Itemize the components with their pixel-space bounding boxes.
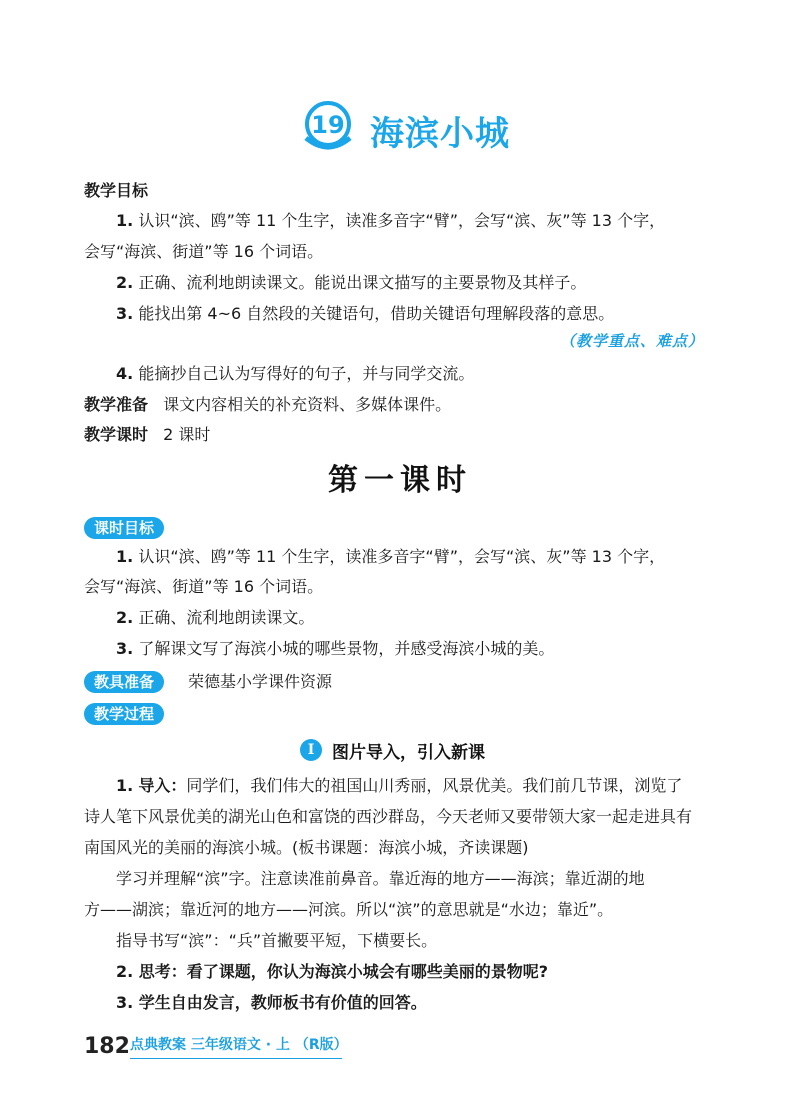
para1-line1 <box>84 775 720 797</box>
prep-text: 课文内容相关的补充资料、多媒体课件。 <box>163 395 452 414</box>
para3: 指导书写“滨”：“兵”首撇要平短，下横要长。 <box>116 931 438 950</box>
goal-1-num: 1. <box>116 211 134 230</box>
tools-text: 荣德基小学课件资源 <box>188 672 333 691</box>
lesson-goal-2 <box>84 607 720 629</box>
key-points-note: （教学重点、难点） <box>559 332 704 350</box>
lesson-number: 19 <box>311 111 345 139</box>
lesson-goal-1-cont: 会写“海滨、街道”等 16 个词语。 <box>84 577 324 596</box>
goal-4 <box>84 363 720 385</box>
para2-line2: 方——湖滨；靠近河的地方——河滨。所以“滨”的意思就是“水边；靠近”。 <box>84 900 614 919</box>
para1-num: 1. <box>116 776 134 795</box>
goal-2 <box>84 272 720 294</box>
goal-3-num: 3. <box>116 304 134 323</box>
goal-1-text: 认识“滨、鸥”等 11 个生字，读准多音字“臂”，会写“滨、灰”等 13 个字， <box>138 211 666 230</box>
lesson-number-badge <box>300 100 356 150</box>
lesson-goal-1 <box>84 546 720 568</box>
book-title: 点典教案 三年级语文 · 上 （R版） <box>130 1034 342 1059</box>
section-title: 第一课时 <box>328 463 472 498</box>
lesson-goal-3-num: 3. <box>116 639 134 658</box>
process-tag: 教学过程 <box>84 703 164 725</box>
para5-text: 学生自由发言，教师板书有价值的回答。 <box>138 993 427 1012</box>
prep-label: 教学准备 <box>84 395 149 414</box>
prep-line <box>84 394 720 416</box>
hours-line <box>84 424 720 446</box>
lesson-goal-2-text: 正确、流利地朗读课文。 <box>138 608 315 627</box>
goal-2-text: 正确、流利地朗读课文。能说出课文描写的主要景物及其样子。 <box>138 273 587 292</box>
lesson-goal-1-num: 1. <box>116 547 134 566</box>
para1-text: 同学们，我们伟大的祖国山川秀丽，风景优美。我们前几节课，浏览了 <box>186 776 683 795</box>
goal-1 <box>84 210 720 232</box>
goal-4-text: 能摘抄自己认为写得好的句子，并与同学交流。 <box>138 364 475 383</box>
goal-3 <box>84 303 720 325</box>
goal-1-cont: 会写“海滨、街道”等 16 个词语。 <box>84 242 324 261</box>
tools-tag: 教具准备 <box>84 671 164 693</box>
hours-text: 2 课时 <box>163 425 211 444</box>
para5 <box>84 992 720 1014</box>
para2-line1: 学习并理解“滨”字。注意读准前鼻音。靠近海的地方——海滨；靠近湖的地 <box>116 869 645 888</box>
step-heading <box>300 737 485 763</box>
lesson-goal-1-text: 认识“滨、鸥”等 11 个生字，读准多音字“臂”，会写“滨、灰”等 13 个字， <box>138 547 666 566</box>
goals-heading: 教学目标 <box>84 181 149 200</box>
lesson-goal-2-num: 2. <box>116 608 134 627</box>
page-number: 182 <box>84 1034 130 1059</box>
para5-num: 3. <box>116 993 134 1012</box>
para1-line2: 诗人笔下风景优美的湖光山色和富饶的西沙群岛，今天老师又要带领大家一起走进具有 <box>84 807 693 826</box>
lesson-title: 海滨小城 <box>370 114 510 154</box>
lesson-goals-tag: 课时目标 <box>84 517 164 539</box>
lesson-goal-3-text: 了解课文写了海滨小城的哪些景物，并感受海滨小城的美。 <box>138 639 555 658</box>
lesson-goal-3 <box>84 638 720 660</box>
goal-4-num: 4. <box>116 364 134 383</box>
para4-num: 2. <box>116 962 134 981</box>
hours-label: 教学课时 <box>84 425 149 444</box>
para1-line3: 南国风光的美丽的海滨小城。(板书课题：海滨小城，齐读课题) <box>84 838 529 857</box>
goal-2-num: 2. <box>116 273 134 292</box>
para4 <box>84 961 720 983</box>
badge-ring-icon <box>300 100 356 150</box>
para1-lead: 导入： <box>138 776 187 795</box>
step-title: 图片导入，引入新课 <box>332 742 485 763</box>
para4-text: 思考：看了课题，你认为海滨小城会有哪些美丽的景物呢? <box>138 962 549 981</box>
goal-3-text: 能找出第 4~6 自然段的关键语句，借助关键语句理解段落的意思。 <box>138 304 615 323</box>
step-roman: I <box>300 739 322 761</box>
